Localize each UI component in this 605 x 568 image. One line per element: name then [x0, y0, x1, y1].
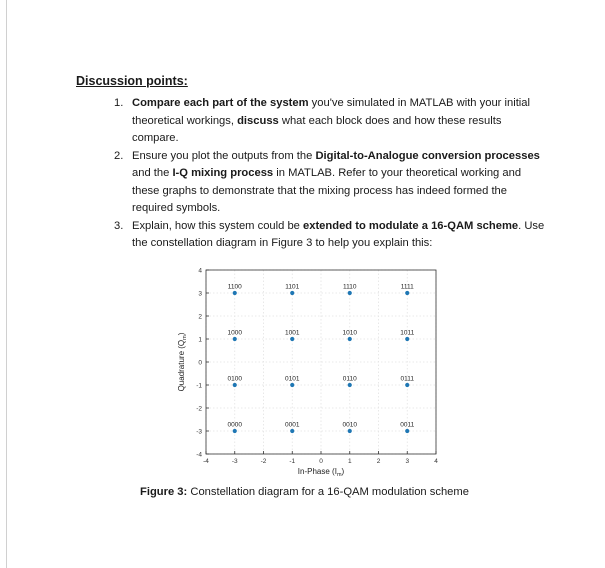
point-emphasis: Digital-to-Analogue conversion processes: [315, 149, 540, 162]
constellation-point: [405, 337, 409, 341]
constellation-point: [405, 429, 409, 433]
constellation-point: [348, 337, 352, 341]
constellation-point: [290, 429, 294, 433]
point-text: Explain, how this system could be: [132, 219, 304, 232]
x-tick-label: -1: [289, 458, 296, 465]
constellation-point: [348, 383, 352, 387]
x-tick-label: -4: [203, 458, 209, 465]
page-edge-line: [6, 0, 7, 568]
point-label: 1111: [400, 283, 414, 291]
discussion-point-3: [108, 218, 548, 253]
discussion-points-list: [108, 95, 548, 253]
x-tick-label: 4: [434, 458, 438, 465]
discussion-point-2: [108, 148, 548, 218]
point-number: 2.: [114, 149, 124, 162]
point-number: 1.: [114, 97, 124, 109]
caption-label: Figure 3:: [140, 486, 188, 498]
constellation-point: [233, 337, 237, 341]
point-label: 0001: [285, 421, 300, 429]
point-text: what each block does and how these results compare.: [132, 114, 502, 144]
x-tick-label: -2: [260, 458, 267, 465]
point-number: 3.: [114, 219, 124, 232]
y-tick-label: 3: [198, 290, 202, 298]
figure-caption: [140, 486, 590, 498]
point-text: in MATLAB. Refer to your theoretical working and these graphs to demonstrate that the mixing process has indeed formed the required symbols.: [132, 167, 522, 214]
constellation-point: [233, 291, 237, 295]
point-label: 1101: [285, 283, 300, 291]
constellation-point: [233, 383, 237, 387]
y-tick-label: -1: [196, 382, 202, 390]
constellation-point: [348, 291, 352, 295]
x-tick-label: 2: [376, 458, 381, 465]
y-tick-label: 0: [198, 359, 202, 367]
point-text: you've simulated in MATLAB with your initial theoretical workings,: [132, 97, 530, 127]
point-label: 0010: [342, 421, 357, 429]
point-label: 0110: [342, 375, 357, 383]
point-emphasis: I-Q mixing process: [172, 167, 274, 179]
x-tick-label: 3: [405, 458, 410, 465]
constellation-figure: [170, 264, 440, 484]
constellation-point: [233, 429, 237, 433]
page-heading: Discussion points:: [76, 74, 188, 88]
point-label: 1011: [400, 329, 415, 337]
x-axis-label: In-Phase $(I_m)$: [297, 467, 345, 478]
caption-text: Constellation diagram for a 16-QAM modulation scheme: [187, 486, 469, 498]
point-emphasis: extended to modulate a 16-QAM scheme: [303, 219, 519, 232]
point-emphasis: discuss: [237, 114, 279, 127]
constellation-point: [290, 291, 294, 295]
point-emphasis: Compare each part of the system: [132, 97, 309, 109]
point-label: 0100: [227, 375, 242, 383]
point-label: 1100: [227, 283, 242, 291]
point-text: Ensure you plot the outputs from the: [132, 149, 316, 162]
point-label: 0111: [400, 375, 414, 383]
point-label: 0011: [400, 421, 415, 429]
y-tick-label: -3: [196, 428, 202, 436]
point-text: . Use the constellation diagram in Figure 3 to help you explain this:: [132, 219, 545, 249]
y-tick-label: 1: [198, 336, 202, 344]
point-label: 1000: [227, 329, 242, 337]
point-text: and the: [132, 167, 173, 179]
x-tick-label: 0: [319, 458, 323, 465]
constellation-point: [405, 383, 409, 387]
constellation-point: [290, 383, 294, 387]
y-axis-label: Quadrature $(Q_m)$: [177, 332, 188, 392]
constellation-point: [290, 337, 294, 341]
constellation-point: [348, 429, 352, 433]
y-tick-label: -2: [196, 405, 202, 413]
point-label: 0101: [285, 375, 300, 383]
point-label: 0000: [227, 421, 242, 429]
y-tick-label: 4: [198, 267, 202, 275]
y-tick-label: 2: [198, 313, 202, 321]
constellation-chart: [170, 264, 440, 479]
point-label: 1110: [343, 283, 357, 291]
x-tick-label: 1: [347, 458, 352, 465]
discussion-point-1: [108, 95, 548, 148]
x-tick-label: -3: [231, 458, 238, 465]
constellation-point: [405, 291, 409, 295]
point-label: 1001: [285, 329, 300, 337]
point-label: 1010: [342, 329, 357, 337]
y-tick-label: -4: [196, 451, 202, 459]
